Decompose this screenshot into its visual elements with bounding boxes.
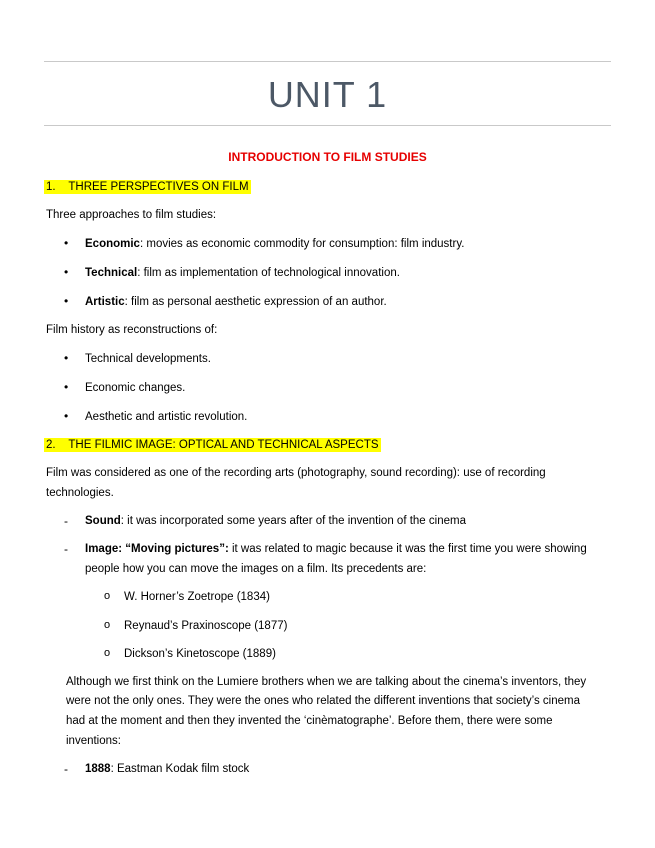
section-2-heading: 2. THE FILMIC IMAGE: OPTICAL AND TECHNICAL ASPECTS	[46, 439, 379, 451]
precedent-item: Dickson’s Kinetoscope (1889)	[124, 648, 276, 660]
title-rule	[44, 125, 611, 126]
paragraph-line: were not the only ones. They were the ones who related the different inventions that society’s cinema	[66, 695, 580, 707]
dash-marker: -	[64, 762, 68, 776]
list-item-year: 1888: Eastman Kodak film stock	[85, 763, 250, 775]
paragraph-line: inventions:	[66, 735, 121, 747]
list-item-sound: Sound: it was incorporated some years after of the invention of the cinema	[85, 515, 466, 527]
bullet-icon: •	[64, 351, 69, 365]
bullet-icon: •	[64, 265, 69, 279]
dash-marker: -	[64, 542, 68, 556]
top-rule	[44, 61, 611, 62]
section-2-intro-line: Film was considered as one of the recording arts (photography, sound recording): use of recording	[46, 467, 546, 479]
paragraph-line: Although we first think on the Lumiere brothers when we are talking about the cinema’s inventors, they	[66, 676, 587, 688]
bullet-icon: •	[64, 380, 69, 394]
list-item: Technical developments.	[85, 353, 211, 365]
section-1-heading: 1. THREE PERSPECTIVES ON FILM	[46, 181, 249, 193]
precedent-item: W. Horner’s Zoetrope (1834)	[124, 591, 270, 603]
circle-marker: o	[104, 590, 111, 602]
section-1-intro: Three approaches to film studies:	[46, 209, 217, 221]
list-item: Technical: film as implementation of technological innovation.	[85, 267, 400, 279]
history-intro: Film history as reconstructions of:	[46, 324, 218, 336]
list-item: Economic changes.	[85, 382, 186, 394]
dash-marker: -	[64, 514, 68, 528]
section-2-intro-line: technologies.	[46, 487, 114, 499]
circle-marker: o	[104, 619, 111, 631]
circle-marker: o	[104, 647, 111, 659]
list-item: Aesthetic and artistic revolution.	[85, 411, 248, 423]
list-item: Economic: movies as economic commodity for consumption: film industry.	[85, 238, 465, 250]
bullet-icon: •	[64, 294, 69, 308]
paragraph-line: had at the moment and then they invented the ‘cinèmatographe’. Before them, there were some	[66, 715, 553, 727]
page-title: UNIT 1	[267, 74, 388, 115]
list-item-image: Image: “Moving pictures”: it was related to magic because it was the first time you were showing	[85, 543, 587, 555]
bullet-icon: •	[64, 409, 69, 423]
bullet-icon: •	[64, 236, 69, 250]
subtitle: INTRODUCTION TO FILM STUDIES	[228, 150, 427, 164]
list-item: Artistic: film as personal aesthetic expression of an author.	[85, 296, 387, 308]
precedent-item: Reynaud’s Praxinoscope (1877)	[124, 620, 288, 632]
list-item-image-continued: people how you can move the images on a film. Its precedents are:	[85, 563, 427, 575]
